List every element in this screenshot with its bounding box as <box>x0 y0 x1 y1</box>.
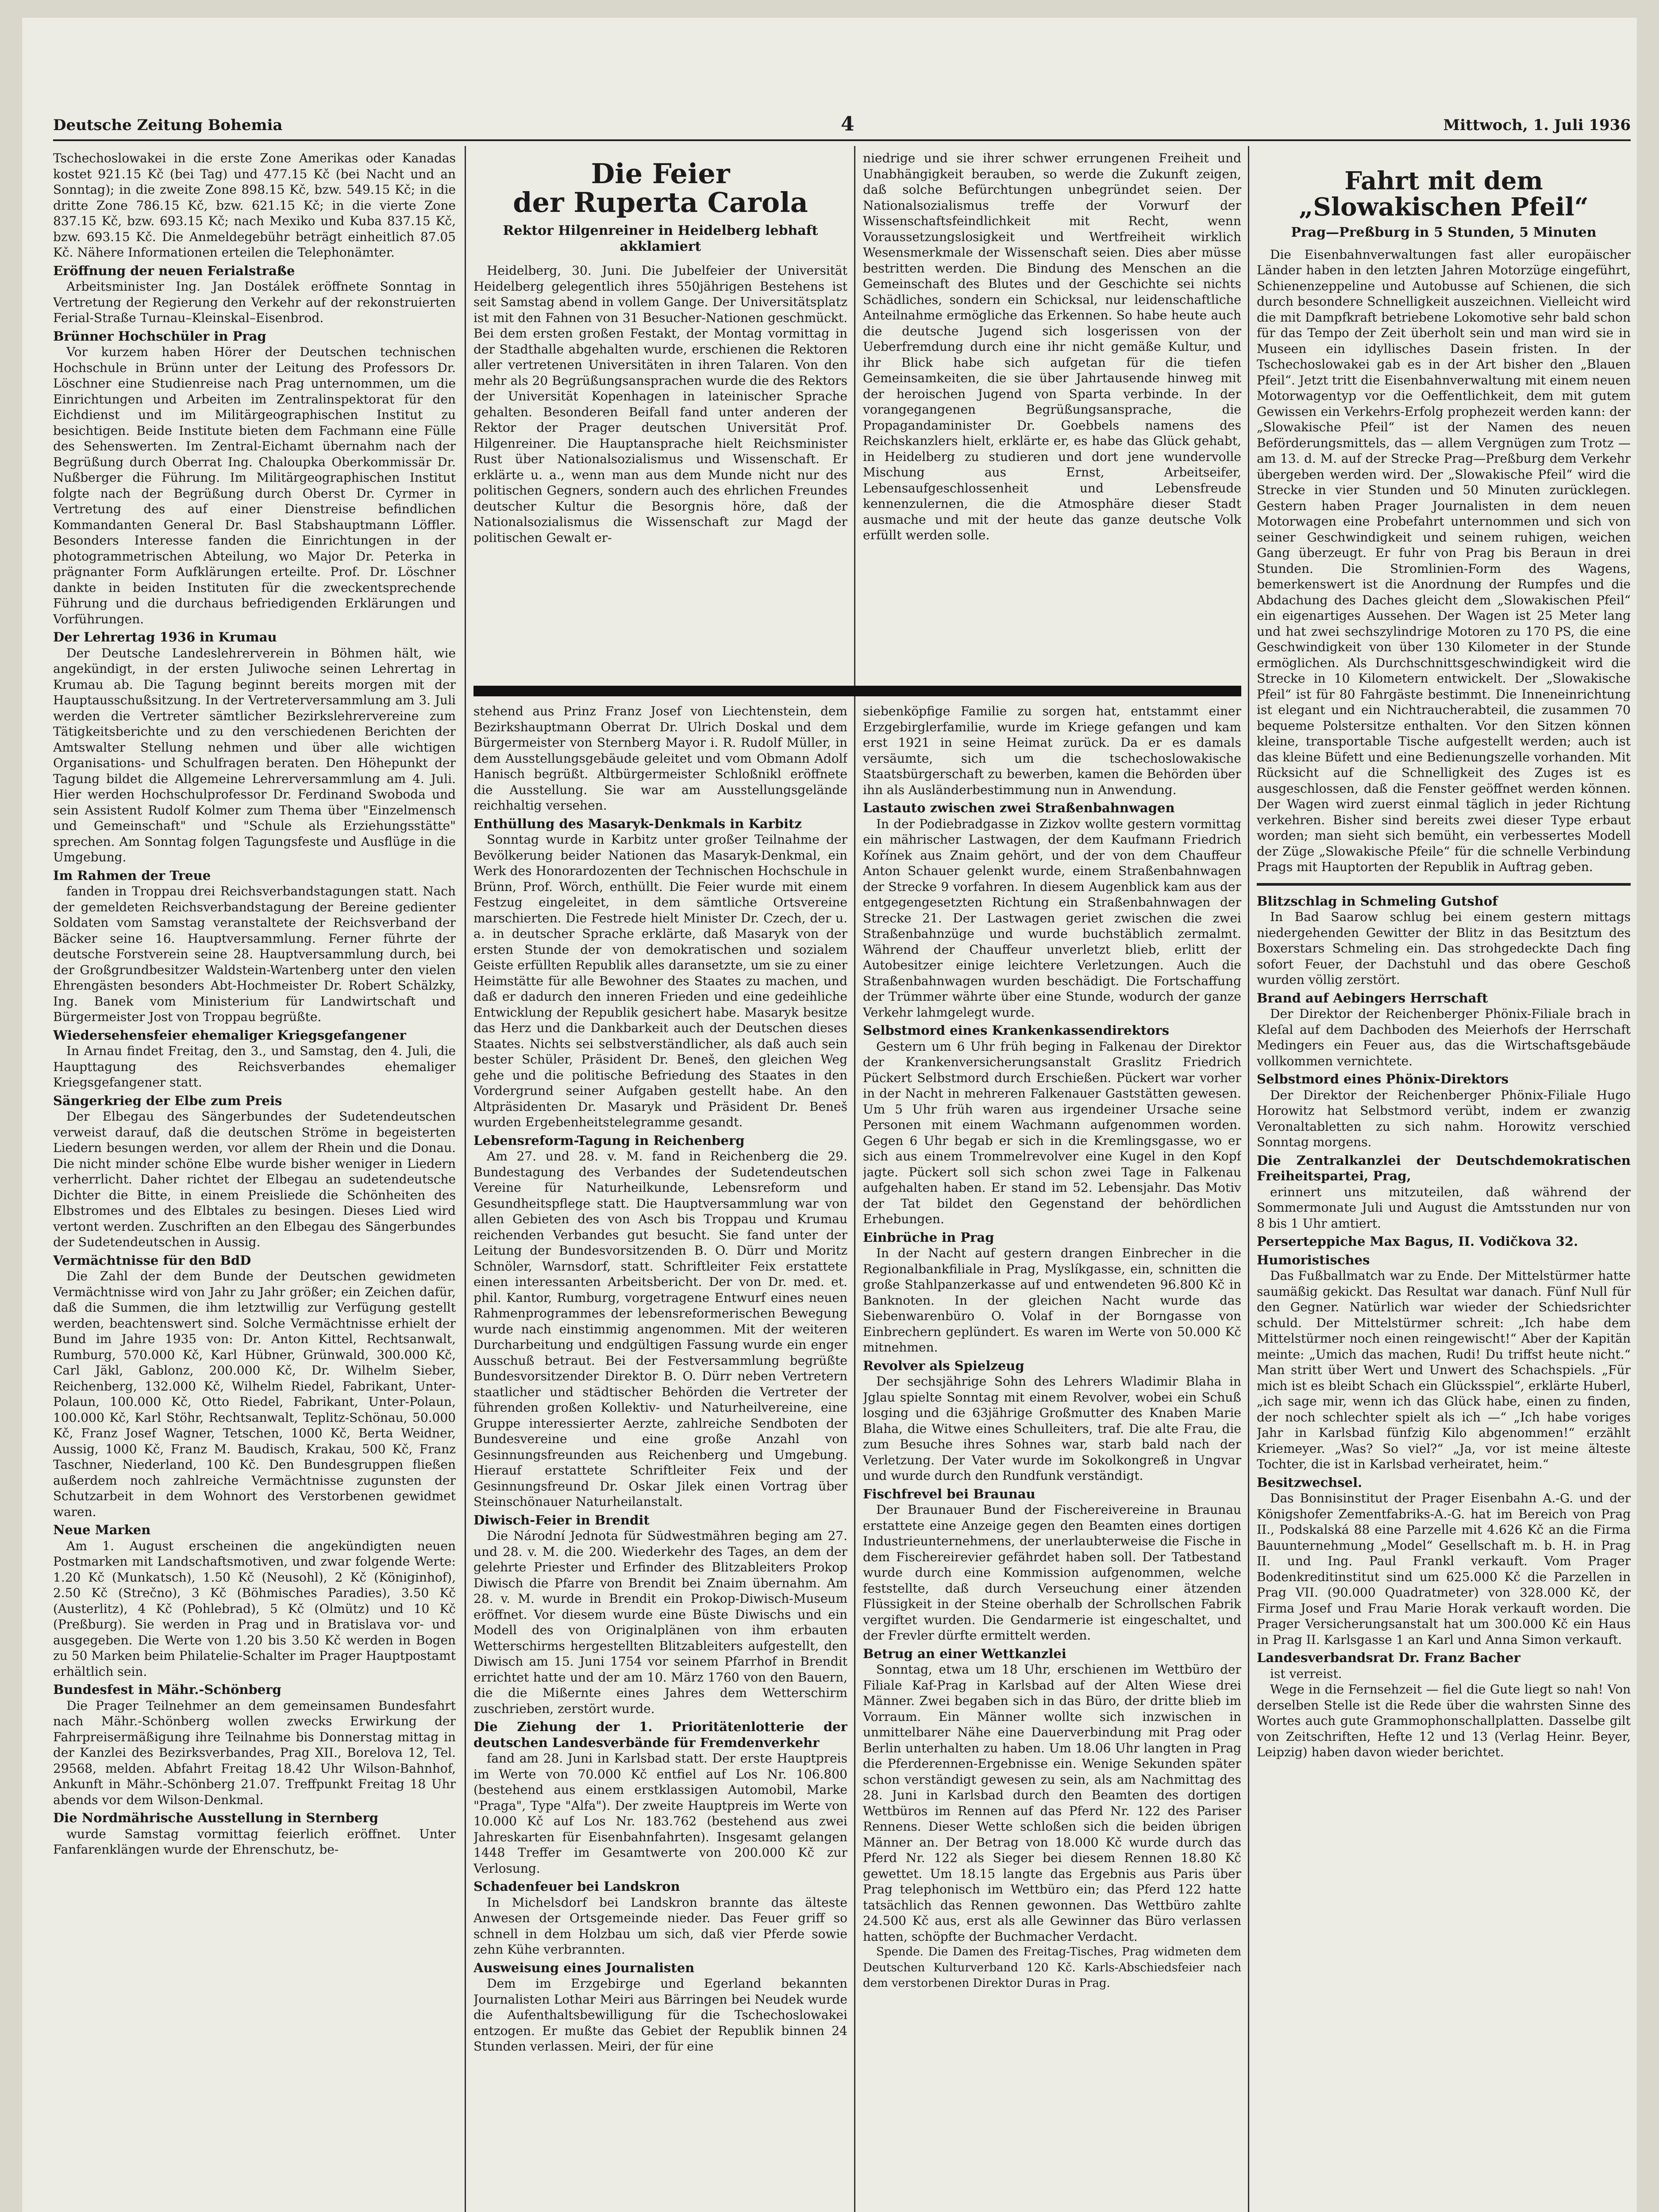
article-text: Spende. Die Damen des Freitag-Tisches, Prag widmeten dem Deutschen Kulturverband 120 Kč. Karls-Abschiedsfeier nach dem verstorbenen Direktor Duras in Prag. <box>863 1945 1241 1990</box>
article-heading: Vermächtnisse für den BdD <box>53 1252 251 1268</box>
column-2-bottom <box>473 703 847 2212</box>
article-heading: Selbstmord eines Krankenkassendirektors <box>863 1023 1170 1038</box>
advertisement: Perserteppiche Max Bagus, II. Vodičkova 32. <box>1257 1234 1578 1249</box>
article <box>473 816 847 1130</box>
article-text: Der sechsjährige Sohn des Lehrers Wladimir Blaha in Jglau spielte Sonntag mit einem Revolver, wobei ein Schuß losging und die 63jährige Großmutter des Knaben Marie Blaha, die Witwe eines Schulleiters, traf. Die alte Frau, die zum Besuche ihres Sohnes war, starb bald nach der Verletzung. Der Vater wurde im Sokolkongreß in Ungvar und wurde durch den Rundfunk verständigt. <box>863 1374 1241 1483</box>
article-heading: Enthüllung des Masaryk-Denkmals in Karbitz <box>473 816 802 831</box>
article-heading: Im Rahmen der Treue <box>53 868 211 883</box>
article-heading: Besitzwechsel. <box>1257 1475 1363 1490</box>
article <box>473 1133 847 1510</box>
article-heading: Brünner Hochschüler in Prag <box>53 328 266 344</box>
article-heading: Revolver als Spielzeug <box>863 1358 1024 1373</box>
page-number: 4 <box>841 113 855 135</box>
article-text: In der Podiebradgasse in Zizkov wollte gestern vormittag ein mährischer Lastwagen, der dem Kaufmann Friedrich Kořínek aus Znaim gehört, und der von dem Chauffeur Anton Schauer gelenkt wurde, einem Straßenbahnwagen der Strecke 9 vorfahren. In diesem Augenblick kam aus der entgegengesetzten Richtung ein Straßenbahnwagen der Strecke 21. Der Lastwagen geriet zwischen die zwei Straßenbahnzüge und wurde buchstäblich zermalmt. Während der Chauffeur unverletzt blieb, erlitt der Autobesitzer einige leichtere Verletzungen. Auch die Straßenbahnwagen wurden beschädigt. Die Fortschaffung der Trümmer währte über eine Stunde, wodurch der ganze Verkehr lahmgelegt wurde. <box>863 816 1241 1020</box>
article <box>863 1358 1241 1484</box>
article <box>1257 1071 1631 1150</box>
article-text: Der Direktor der Reichenberger Phönix-Filiale Hugo Horowitz hat Selbstmord verübt, indem er zwanzig Veronaltabletten zu sich nahm. Horowitz verschied Sonntag morgens. <box>1257 1087 1631 1150</box>
article <box>1257 1153 1631 1232</box>
article-heading: Diwisch-Feier in Brendit <box>473 1512 650 1528</box>
feature-headline-2: der Ruperta Carola <box>513 186 808 219</box>
masthead <box>53 113 1631 141</box>
article <box>53 1093 456 1250</box>
feature-kicker: Rektor Hilgenreiner in Heidelberg lebhaft akklamiert <box>503 223 818 255</box>
article-heading: Der Lehrertag 1936 in Krumau <box>53 630 277 645</box>
article <box>1257 894 1631 988</box>
article-text: fand am 28. Juni in Karlsbad statt. Der erste Hauptpreis im Werte von 70.000 Kč entfiel auf Los Nr. 106.800 (bestehend aus einem erstklassigen Automobil, Marke "Praga", Type "Alfa"). Der zweite Hauptpreis im Werte von 10.000 Kč auf Los Nr. 183.762 (bestehend aus zwei Jahreskarten für Eisenbahnfahrten). Insgesamt gelangen 1448 Treffer im Gesamtwerte von 200.000 Kč zur Verlosung. <box>473 1751 847 1876</box>
article <box>863 1486 1241 1644</box>
article <box>53 1682 456 1808</box>
feature-text: Heidelberg, 30. Juni. Die Jubelfeier der Universität Heidelberg gelegentlich ihres 550jährigen Bestehens ist seit Samstag abend in vollem Gange. Der Universitätsplatz ist mit den Fahnen von 31 Besucher-Nationen geschmückt. Bei dem ersten großen Festakt, der Montag vormittag in der Stadthalle abgehalten wurde, erschienen die Rektoren aller vertretenen Universitäten in ihren Talaren. Von den mehr als 20 Begrüßungsansprachen wurde die des Rektors der Universität Kopenhagen in lateinischer Sprache gehalten. Besonderen Beifall fand unter anderen der Rektor der Prager deutschen Universität Prof. Hilgenreiner. Die Hauptansprache hielt Reichsminister Rust über Nationalsozialismus und Wissenschaft. Er erklärte u. a., wenn man aus dem Munde nicht nur des politischen Gegners, sondern auch des ehrlichen Freundes deutscher Kultur die Besorgnis höre, daß der Nationalsozialismus die Wissenschaft zur Magd der politischen Gewalt er- <box>473 263 847 545</box>
article-text: Der Elbegau des Sängerbundes der Sudetendeutschen verweist darauf, daß die deutschen Ströme in begeisterten Liedern besungen werden, vor allem der Rhein und die Donau. Die nicht minder schöne Elbe wurde bisher weniger in Liedern verherrlicht. Daher richtet der Elbegau an sudetendeutsche Dichter die Bitte, in einem Preisliede die Schönheiten des Elbstromes und des Elbtales zu besingen. Dieses Lied wird vertont werden. Zuschriften an den Elbegau des Sängerbundes der Sudetendeutschen in Aussig. <box>53 1109 456 1249</box>
article <box>1257 1475 1631 1648</box>
article-text: Die Prager Teilnehmer an dem gemeinsamen Bundesfahrt nach Mähr.-Schönberg wollen zwecks Erwirkung der Fahrpreisermäßigung ihre Teilnahme bis Donnerstag mittag in der Kanzlei des Bezirksverbandes, Prag XII., Borelova 12, Tel. 29568, melden. Abfahrt Freitag 18.42 Uhr Wilson-Bahnhof, Ankunft in Mähr.-Schönberg 21.07. Treffpunkt Freitag 18 Uhr abends vor dem Wilson-Denkmal. <box>53 1698 456 1807</box>
article-text: erinnert uns mitzuteilen, daß während der Sommermonate Juli und August die Amtsstunden nur von 8 bis 1 Uhr amtiert. <box>1257 1184 1631 1231</box>
article <box>53 630 456 865</box>
article <box>473 1719 847 1876</box>
article <box>53 1028 456 1091</box>
article-text: Der Deutsche Landeslehrerverein in Böhmen hält, wie angekündigt, in der ersten Juliwoche seinen Lehrertag in Krumau ab. Die Tagung beginnt bereits morgen mit der Hauptausschußsitzung. In der Vertreterversammlung am 3. Juli werden die Vertreter sämtlicher Bezirkslehrervereine zum Tätigkeitsberichte und zu den verschiedenen Berichten der Amtswalter Stellung nehmen und über alle wichtigen Organisations- und Schulfragen beraten. Den Höhepunkt der Tagung bildet die Allgemeine Lehrerversammlung am 4. Juli. Hier werden Hochschulprofessor Dr. Ferdinand Swoboda und sein Assistent Rudolf Kolmer zum Thema über "Einzelmensch und Gemeinschaft" und "Schule als Erziehungsstätte" sprechen. Am Sonntag folgen Tagungsfeste und Ausflüge in die Umgebung. <box>53 645 456 864</box>
article <box>1257 1252 1631 1472</box>
article <box>473 1960 847 2055</box>
article-heading: Neue Marken <box>53 1522 151 1537</box>
article <box>1257 991 1631 1069</box>
feature-kicker: Prag—Preßburg in 5 Stunden, 5 Minuten <box>1291 224 1597 240</box>
article-text: Das Bonnisinstitut der Prager Eisenbahn A.-G. und der Königshofer Zementfabriks-A.-G. hat im Bereich von Prag II., Podskalská 88 eine Parzelle mit 4.626 Kč an die Firma Bauunternehmung „Model“ Gesellschaft m. b. H. in Prag II. und Ing. Paul Frankl verkauft. Vom Prager Bodenkreditinstitut sind um 625.000 Kč die Parzellen in Prag VII. (90.000 Quadratmeter) von 328.000 Kč, der Firma Josef und Frau Marie Horak verkauft worden. Die Prager Versicherungsanstalt hat um 300.000 Kč ein Haus in Prag II. Karlsgasse 1 an Karl und Anna Simon verkauft. <box>1257 1491 1631 1647</box>
article <box>1257 1650 1631 1682</box>
article-heading: Die Nordmährische Ausstellung in Sternberg <box>53 1810 378 1825</box>
article <box>1257 1682 1631 1760</box>
column-3-bottom <box>863 703 1241 2212</box>
article-heading: Lastauto zwischen zwei Straßenbahnwagen <box>863 800 1175 815</box>
article <box>473 1513 847 1717</box>
article <box>473 1879 847 1958</box>
article <box>53 1253 456 1520</box>
article-text: In der Nacht auf gestern drangen Einbrecher in die Regionalbankfiliale in Prag, Myslíkgasse, ein, schnitten die große Stahlpanzerkasse auf und entwendeten 96.800 Kč in Banknoten. In der gleichen Nacht wurde das Siebenwarenbüro O. Volaf in der Borngasse von Einbrechern geplündert. Es waren im Werte von 50.000 Kč mitnehmen. <box>863 1246 1241 1355</box>
paragraph: siebenköpfige Familie zu sorgen hat, entstammt einer Erzgebirglerfamilie, wurde im Kriege gefangen und kam erst 1921 in seine Heimat zurück. Da er es damals versäumte, sich um die tschechoslowakische Staatsbürgerschaft zu bewerben, kamen die Behörden über ihn als Ausländerbestimmung nun in Anwendung. <box>863 704 1241 797</box>
article-text: Sonntag, etwa um 18 Uhr, erschienen im Wettbüro der Filiale Kaf-Prag in Karlsbad auf der Alten Wiese drei Männer. Zwei begaben sich in das Büro, der dritte blieb im Vorraum. Ein Männer wollte sich inzwischen in unmittelbarer Nähe eine Dauerverbindung mit Prag oder Berlin unterhalten zu haben. Um 18.06 Uhr langten in Prag die Pferderennen-Ergebnisse ein. Wenige Sekunden später schon verständigt gewesen zu sein, als am Nachmittag des 28. Juni in Karlsbad durch den Beamten des dortigen Wettbüros im Rennen auf das Pferd Nr. 122 des Pariser Rennens. Dieser Wette schloßen sich die beiden übrigen Männer an. Der Betrag von 18.000 Kč wurde durch das Pferd Nr. 122 als Sieger bei diesem Rennen 18.80 Kč gewettet. Um 18.15 langte das Ergebnis aus Paris über Prag telephonisch im Wettbüro ein; das Pferd 122 hatte tatsächlich das Rennen gewonnen. Das Wettbüro zahlte 24.500 Kč aus, erst als alle Gewinner das Büro verlassen hatten, schöpfte der Buchmacher Verdacht. <box>863 1662 1241 1944</box>
article-text: Der Braunauer Bund der Fischereivereine in Braunau erstattete eine Anzeige gegen den Beamten eines dortigen Industrieunternehmens, der unerlaubterweise die Fische in dem Fischereirevier gefährdet haben soll. Der Tatbestand wurde durch eine Kommission aufgenommen, welche feststellte, daß durch Verseuchung einer ätzenden Flüssigkeit in der Steine oberhalb der Schrollschen Fabrik vergiftet wurden. Die Gendarmerie ist eingeschaltet, und der Frevler dürfte ermittelt werden. <box>863 1502 1241 1643</box>
article-text: Der Direktor der Reichenberger Phönix-Filiale brach in Kleſal auf dem Dachboden des Meierhofs der Herrschaft Medingers ein Feuer aus, das die Wirtschaftsgebäude vollkommen vernichtete. <box>1257 1006 1631 1068</box>
article-text: In Bad Saarow schlug bei einem gestern mittags niedergehenden Gewitter der Blitz in das Besitztum des Boxerstars Schmeling ein. Das strohgedeckte Dach fing sofort Feuer, der Dachstuhl und das obere Geschoß wurden völlig zerstört. <box>1257 910 1631 987</box>
article-text: Die Národní Jednota für Südwestmähren beging am 27. und 28. v. M. die 200. Wiederkehr des Tages, an dem der gelehrte Priester und Erfinder des Blitzableiters Prokop Diwisch die Pfarre von Brendit bei Znaim übernahm. Am 28. v. M. wurde in Brendit ein Prokop-Diwisch-Museum eröffnet. Vor diesem wurde eine Büste Diwischs und ein Modell des von Originalplänen von ihm erbauten Wetterschirms hergestellten Blitzableiters aufgestellt, den Diwisch am 15. Juni 1754 vor seinem Pfarrhof in Brendit errichtet hatte und der am 10. März 1760 von den Bauern, die die Mißernte eines Jahres dem Wetterschirm zuschrieben, zerstört wurde. <box>473 1528 847 1716</box>
article-heading: Landesverbandsrat Dr. Franz Bacher <box>1257 1650 1520 1666</box>
article-text: Das Fußballmatch war zu Ende. Der Mittelstürmer hatte saumäßig gekickt. Das Resultat war danach. Fünf Null für den Gegner. Natürlich war wieder der Schiedsrichter schuld. Der Mittelstürmer schreit: „Ich habe dem Mittelstürmer noch einen reingewischt!“ Aber der Kapitän meinte: „Umich das machen, Rudi! Du triffst heute nicht.“ Man stritt über Wert und Unwert des Schachspiels. „Für mich ist es bleibt Schach ein Glücksspiel“, erklärte Huberl, „ich sage mir, wenn ich das Glück habe, einen zu finden, der noch schlechter spielt als ich —“ „Ich habe voriges Jahr in Karlsbad fünfzig Kilo abgenommen!“ erzählt Kriemeyer. „Was? So viel?“ „Ja, vor ist meine älteste Tochter, die ist in Karlsbad verheiratet, heim.“ <box>1257 1268 1631 1472</box>
article-text: Arbeitsminister Ing. Jan Dostálek eröffnete Sonntag in Vertretung der Regierung den Verkehr auf der rekonstruierten Ferial-Straße Turnau–Kleinskal–Eisenbrod. <box>53 279 456 325</box>
article-heading: Die Ziehung der 1. Prioritätenlotterie der deutschen Landesverbände für Fremdenverkehr <box>473 1719 847 1750</box>
article-text: Sonntag wurde in Karbitz unter großer Teilnahme der Bevölkerung beider Nationen das Masaryk-Denkmal, ein Werk des Honorardozenten der Technischen Hochschule in Brünn, Prof. Wörch, enthüllt. Die Feier wurde mit einem Festzug eingeleitet, in dem sämtliche Ortsvereine marschierten. Die Festrede hielt Minister Dr. Czech, der u. a. in deutscher Sprache erklärte, daß Masaryk von der ersten Stunde der von demokratischen und sozialem Geiste erfüllten Republik alles daransetzte, um sie zu einer Heimstätte für alle Bewohner des Staates zu machen, und daß er dadurch den inneren Frieden und eine gedeihliche Entwicklung der Republik gesichert habe. Masaryk besitze das Herz und die Dankbarkeit auch der Deutschen dieses Staates. Nichts sei selbstverständlicher, als daß auch sein bester Schüler, Präsident Dr. Beneš, den gleichen Weg gehe und die politische Befriedung des Staates in den Vordergrund seiner Aufgaben gestellt habe. An den Altpräsidenten Dr. Masaryk und Präsident Dr. Beneš wurden Ergebenheitstelegramme gesandt. <box>473 832 847 1129</box>
article-heading: Ausweisung eines Journalisten <box>473 1960 695 1975</box>
feature-headline-2: „Slowakischen Pfeil“ <box>1299 192 1589 222</box>
article-text: Vor kurzem haben Hörer der Deutschen technischen Hochschule in Brünn unter der Leitung des Professors Dr. Löschner eine Studienreise nach Prag unternommen, um die Einrichtungen und Arbeiten im Zentralinspektorat für den Eichdienst und im Militärgeographischen Institut zu besichtigen. Beide Institute bieten dem Fachmann eine Fülle des Sehenswerten. Im Zentral-Eichamt übernahm nach der Begrüßung durch Oberrat Ing. Chaloupka Oberkommissär Dr. Nußberger die Führung. Im Militärgeographischen Institut folgte nach der Begrüßung durch Oberst Dr. Cyrmer in Vertretung des auf einer Dienstreise befindlichen Kommandanten General Dr. Basl Stabshauptmann Löffler. Besonders Interesse fanden die Einrichtungen in der photogrammetrischen Abteilung, wo Major Dr. Peterka in prägnanter Form Aufklärungen erteilte. Prof. Dr. Löschner dankte in beiden Instituten für die zweckentsprechende Führung und die durchaus befriedigenden Erklärungen und Vorführungen. <box>53 345 456 626</box>
article <box>863 1230 1241 1356</box>
article-text: fanden in Troppau drei Reichsverbandstagungen statt. Nach der gemeldeten Reichsverbandstagung der Bereine gedienter Soldaten vom Samstag veranstaltete der Reichsverband der Bäcker seine 16. Hauptversammlung. Ferner führte der deutsche Forstverein seine 28. Hauptversammlung durch, bei der Großgrundbesitzer Waldstein-Wartenberg unter den vielen Ehrengästen besonders Abt-Hochmeister Dr. Robert Schälzky, Ing. Banek vom Ministerium für Landwirtschaft und Bürgermeister Jost von Troppau begrüßte. <box>53 884 456 1024</box>
article <box>863 1646 1241 1945</box>
feature-headline: Die Feier <box>591 157 730 190</box>
article-heading: Betrug an einer Wettkanzlei <box>863 1646 1066 1661</box>
article-text: In Arnau findet Freitag, den 3., und Samstag, den 4. Juli, die Haupttagung des Reichsverbandes ehemaliger Kriegsgefangener statt. <box>53 1044 456 1090</box>
feature-headline: Fahrt mit dem <box>1344 166 1543 196</box>
feature-text-continued: niedrige und sie ihrer schwer errungenen Freiheit und Unabhängigkeit berauben, so werde die Zukunft zeigen, daß solche Befürchtungen unbegründet seien. Der Nationalsozialismus treffe der Vorwurf der Wissenschaftsfeindlichkeit mit Recht, wenn Voraussetzungslosigkeit und Wertfreiheit wirklich Wesensmerkmale der Wissenschaft seien. Dies aber müsse bestritten werden. Die Bindung des Menschen an die Gemeinschaft des Blutes und der Geschichte sei nichts Schädliches, sondern ein Schicksal, nur leidenschaftliche Anteilnahme ermögliche das Erkennen. So habe heute auch die deutsche Jugend sich losgerissen von der Ueberfremdung durch eine ihr nicht gemäße Kultur, und ihr Blick habe sich aufgetan für die tiefen Gemeinsamkeiten, die sie über Jahrtausende hinweg mit der heroischen Jugend von Sparta verbinde. In der vorangegangenen Begrüßungsansprache, die Propagandaminister Dr. Goebbels namens des Reichskanzlers hielt, erklärte er, es habe das Glück gehabt, in Heidelberg zu studieren und dort jene wundervolle Mischung aus Ernst, Arbeitseifer, Lebensaufgeschlossenheit und Lebensfreude kennenzulernen, die die Atmosphäre dieser Stadt ausmache und mit der heute das ganze deutsche Volk erfüllt werden solle. <box>863 151 1241 542</box>
masthead-title: Deutsche Zeitung Bohemia <box>53 116 283 134</box>
article-heading: Schadenfeuer bei Landskron <box>473 1879 680 1894</box>
article-text: Dem im Erzgebirge und Egerland bekannten Journalisten Lothar Meiri aus Bärringen bei Neudek wurde die Aufenthaltsbewilligung für die Tschechoslowakei entzogen. Er mußte das Gebiet der Republik binnen 24 Stunden verlassen. Meiri, der für eine <box>473 1976 847 2054</box>
column-3-top <box>863 150 1241 681</box>
feature-text: Die Eisenbahnverwaltungen fast aller europäischer Länder haben in den letzten Jahren Motorzüge eingeführt, Schienenzeppeline und Autobusse auf Schienen, die sich durch besondere Schnelligkeit auszeichnen. Vielleicht wird die mit Dampfkraft betriebene Lokomotive sehr bald schon für das Tempo der Zeit überholt sein und man wird sie in Museen ein idyllisches Dasein fristen. In der Tschechoslowakei gab es in der Art bisher den „Blauen Pfeil“. Jetzt tritt die Eisenbahnverwaltung mit einem neuen Motorwagentyp vor die Oeffentlichkeit, dem mit gutem Gewissen ein Verkehrs-Erfolg prophezeit werden kann: der „Slowakische Pfeil“ ist der Namen des neuen Beförderungsmittels, das — allem Vergnügen zum Trotz — am 13. d. M. auf der Strecke Prag—Preßburg dem Verkehr übergeben werden wird. Der „Slowakische Pfeil“ wird die Strecke in vier Stunden und 50 Minuten zurücklegen. Gestern haben Prager Journalisten in dem neuen Motorwagen eine Probefahrt unternommen und sich von seiner Geschwindigkeit und seinem ruhigen, weichen Gang überzeugt. Er fuhr von Prag bis Beraun in drei Stunden. Die Stromlinien-Form des Wagens, bemerkenswert ist die Anordnung der Rumpfes und die Abdachung des Daches gleicht dem „Slowakischen Pfeil“ ein eigenartiges Aussehen. Der Wagen ist 25 Meter lang und hat zwei sechszylindrige Motoren zu 170 PS, die eine Geschwindigkeit von über 130 Kilometer in der Stunde ermöglichen. Als Durchschnittsgeschwindigkeit wird die Strecke in 10 Kilometern entwickelt. Der „Slowakische Pfeil“ ist für 80 Fahrgäste bestimmt. Die Inneneinrichtung ist elegant und ein Nichtraucherabteil, die zusammen 70 bequeme Polstersitze enthalten. Vor den Sitzen können kleine, transportable Tische aufgestellt werden; auch ist das kleine Büfett und eine Bedienungszelle vorhanden. Mit Rücksicht auf die Schnelligkeit des Zuges ist es ausgeschlossen, daß die Fenster geöffnet werden können. Der Wagen wird zuerst einmal täglich in jeder Richtung verkehren. Bisher sind bereits zwei dieser Type erbaut worden; man sieht sich bemüht, ein verbessertes Modell der Züge „Slowakische Pfeile“ für die schnelle Verbindung Prags mit Hauptorten der Republik in Auftrag geben. <box>1257 247 1631 875</box>
article-heading: Lebensreform-Tagung in Reichenberg <box>473 1133 745 1148</box>
article-heading: Eröffnung der neuen Ferialstraße <box>53 263 295 278</box>
column-rule <box>854 146 855 2212</box>
article-text: wurde Samstag vormittag feierlich eröffnet. Unter Fanfarenklängen wurde der Ehrenschutz, be- <box>53 1826 456 1857</box>
article-text: Am 27. und 28. v. M. fand in Reichenberg die 29. Bundestagung des Verbandes der Sudetendeutschen Vereine für Naturheilkunde, Lebensreform und Gesundheitspflege statt. Die Hauptversammlung war von allen Gebieten des von Asch bis Troppau und Krumau reichenden Verbandes gut besucht. Sie fand unter der Leitung der Bundesvorsitzenden B. O. Dürr und Moritz Schnöler, Warnsdorf, statt. Schriftleiter Feix erstattete einen interessanten Arbeitsbericht. Der von Dr. med. et. phil. Kantor, Rumburg, vorgetragene Entwurf eines neuen Rahmenprogrammes der lebensreformerischen Bewegung wurde nach einstimmig angenommen. Mit der weiteren Durcharbeitung und endgültigen Fassung wurde ein enger Ausschuß betraut. Bei der Festversammlung begrüßte Bundesvorsitzender Direktor B. O. Dürr neben Vertretern staatlicher und städtischer Behörden die Vertreter der führenden großen Kollektiv- und Naturheilvereine, eine Gruppe interessierter Aerzte, zahlreiche Sendboten der Bundesvereine und eine große Anzahl von Gesinnungsfreunden aus Reichenberg und Umgebung. Hierauf erstattete Schriftleiter Feix und der Gesinnungsfreund Dr. Oskar Jilek einen Vortrag über Steinschönauer Naturheilanstalt. <box>473 1149 847 1509</box>
masthead-date: Mittwoch, 1. Juli 1936 <box>1443 116 1631 134</box>
article-heading: Sängerkrieg der Elbe zum Preis <box>53 1093 282 1108</box>
column-4 <box>1257 150 1631 2212</box>
article-heading: Blitzschlag in Schmeling Gutshof <box>1257 893 1498 909</box>
article <box>53 868 456 1025</box>
newspaper-page <box>22 18 1637 2212</box>
column-rule <box>1248 146 1249 2212</box>
article <box>53 1522 456 1679</box>
article-heading: Wiedersehensfeier ehemaliger Kriegsgefangener <box>53 1027 406 1043</box>
article-heading: Einbrüche in Prag <box>863 1229 994 1245</box>
column-2-top <box>473 150 847 681</box>
article-heading: Bundesfest in Mähr.-Schönberg <box>53 1682 281 1697</box>
article <box>863 1023 1241 1227</box>
article-heading: Die Zentralkanzlei der Deutschdemokratischen Freiheitspartei, Prag, <box>1257 1152 1631 1184</box>
column-1 <box>53 150 456 2212</box>
article <box>53 329 456 627</box>
article-heading: Fischfrevel bei Braunau <box>863 1486 1035 1502</box>
paragraph: stehend aus Prinz Franz Josef von Liechtenstein, dem Bezirkshauptmann Oberrat Dr. Ulrich Doskal und dem Bürgermeister von Sternberg Mayor i. R. Rudolf Müller, in dem Ausstellungsgebäude geleitet und vom Obmann Adolf Hanisch begrüßt. Altbürgermeister Schloßnikl eröffnete die Ausstellung. Sie war am Ausstellungsgelände reichhaltig versehen. <box>473 704 847 813</box>
article-heading: Selbstmord eines Phönix-Direktors <box>1257 1071 1509 1087</box>
article-heading: Brand auf Aebingers Herrschaft <box>1257 990 1488 1006</box>
article-text: Am 1. August erscheinen die angekündigten neuen Postmarken mit Landschaftsmotiven, und zwar folgende Werte: 1.20 Kč (Munkatsch), 1.50 Kč (Neusohl), 2 Kč (Königinhof), 2.50 Kč (Strečno), 3 Kč (Böhmisches Paradies), 3.50 Kč (Austerlitz), 4 Kč (Pohlebrad), 5 Kč (Olmütz) und 10 Kč (Preßburg). Sie werden in Prag und in Bratislava vor- und ausgegeben. Die Werte von 1.20 bis 3.50 Kč werden in Bogen zu 50 Marken beim Philatelie-Schalter im Prager Hauptpostamt erhältlich sein. <box>53 1538 456 1679</box>
article-text: In Michelsdorf bei Landskron brannte das älteste Anwesen der Ortsgemeinde nieder. Das Feuer griff so schnell in dem Holzbau um sich, daß vier Pferde sowie zehn Kühe verbrannten. <box>473 1895 847 1957</box>
paragraph: Tschechoslowakei in die erste Zone Amerikas oder Kanadas kostet 921.15 Kč (bei Tag) und 477.15 Kč (bei Nacht und an Sonntag); in die zweite Zone 898.15 Kč, bzw. 549.15 Kč; in die dritte Zone 786.15 Kč, bzw. 621.15 Kč; in die vierte Zone 837.15 Kč, bzw. 693.15 Kč; nach Mexiko und Kuba 837.15 Kč, bzw. 693.15 Kč. Die Anmeldegebühr beträgt einheitlich 87.05 Kč. Nähere Informationen erteilen die Telephonämter. <box>53 151 456 260</box>
section-divider <box>1257 883 1631 886</box>
article-heading: Humoristisches <box>1257 1252 1370 1267</box>
article <box>53 1810 456 1858</box>
article-text: Wege in die Fernsehzeit — fiel die Gute liegt so nah! Von derselben Stelle ist die Rede über die wahrsten Sinne des Wortes auch gute Grammophonschallplatten. Dasselbe gilt von Zeitschriften, Hefte 12 und 13 (Verlag Heinr. Beyer, Leipzig) haben davon wieder berichtet. <box>1257 1682 1631 1760</box>
article <box>53 263 456 326</box>
article-text: Die Zahl der dem Bunde der Deutschen gewidmeten Vermächtnisse wird von Jahr zu Jahr größer; ein Zeichen dafür, daß die Summen, die ihm letztwillig zur Verfügung gestellt werden, beachtenswert sind. Solche Vermächtnisse erhielt der Bund im Jahre 1935 von: Dr. Anton Kittel, Rechtsanwalt, Rumburg, 570.000 Kč, Karl Hübner, Grünwald, 300.000 Kč, Carl Jäkl, Gablonz, 200.000 Kč, Dr. Wilhelm Sieber, Reichenberg, 132.000 Kč, Wilhelm Riedel, Fabrikant, Unter-Polaun, 100.000 Kč, Otto Riedel, Fabrikant, Unter-Polaun, 100.000 Kč, Karl Stöhr, Rechtsanwalt, Teplitz-Schönau, 50.000 Kč, Franz Josef Wagner, Tetschen, 1000 Kč, Berta Weidner, Aussig, 1000 Kč, Franz M. Baudisch, Krakau, 500 Kč, Franz Taschner, Niederland, 100 Kč. Den Bundesgruppen fließen außerdem noch zahlreiche Vermächtnisse zugunsten der Schutzarbeit in dem Wohnort des Verstorbenen gewidmet waren. <box>53 1269 456 1519</box>
article-text: Gestern um 6 Uhr früh beging in Falkenau der Direktor der Krankenversicherungsanstalt Graslitz Friedrich Pückert Selbstmord durch Erschießen. Pückert war vorher in der Nacht in mehreren Falkenauer Gaststätten gewesen. Um 5 Uhr früh waren aus irgendeiner Ursache seine Personen mit einem Wachmann aufgenommen worden. Gegen 6 Uhr begab er sich in die Kremlingsgasse, wo er sich aus einem Trommelrevolver eine Kugel in den Kopf jagte. Pückert soll sich schon zwei Tage in Falkenau aufgehalten haben. Er stand im 52. Lebensjahr. Das Motiv der Tat bildet den Gegenstand der behördlichen Erhebungen. <box>863 1039 1241 1226</box>
column-rule <box>465 146 466 2212</box>
article-text: ist verreist. <box>1270 1666 1342 1681</box>
article <box>863 800 1241 1020</box>
article <box>1257 1234 1631 1250</box>
section-bar <box>473 686 1241 696</box>
article <box>863 1944 1241 1992</box>
